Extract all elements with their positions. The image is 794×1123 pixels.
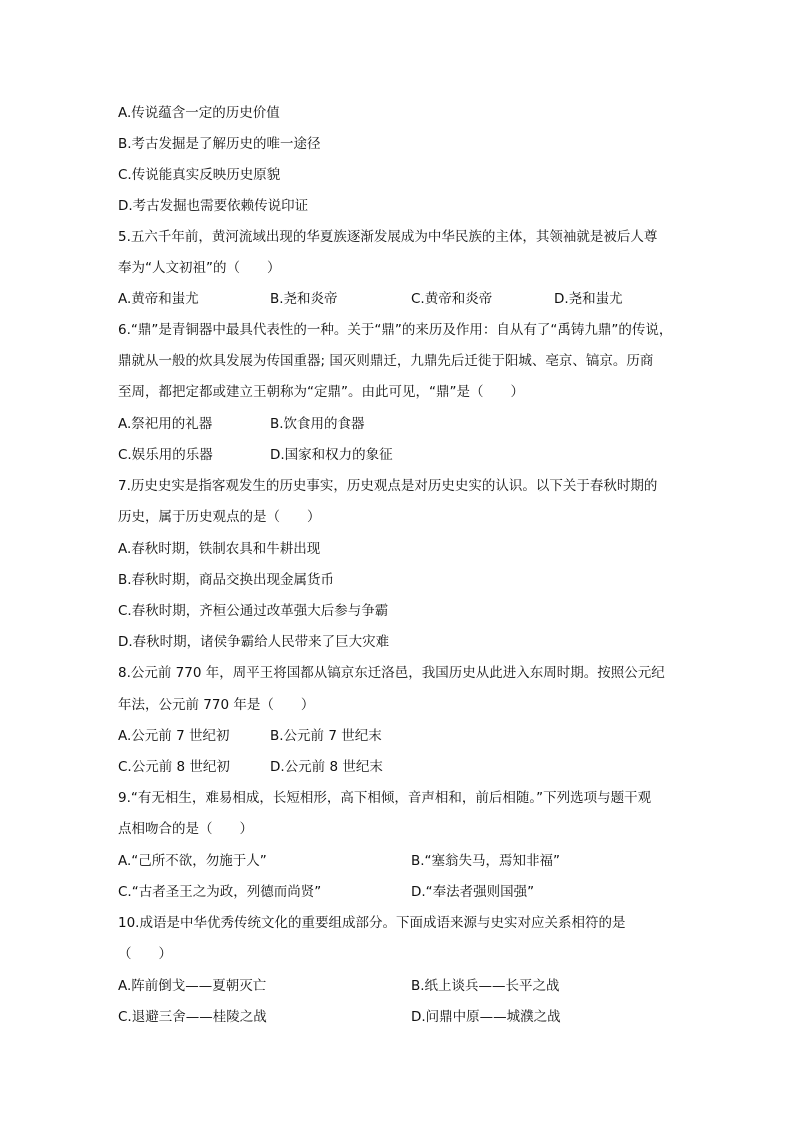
q9-stem-line2: 点相吻合的是（ ）: [118, 821, 253, 837]
q7-stem-line1: 7.历史史实是指客观发生的历史事实，历史观点是对历史史实的认识。以下关于春秋时期的: [118, 478, 658, 494]
q7-option-d: D.春秋时期，诸侯争霸给人民带来了巨大灾难: [118, 634, 390, 650]
q4-option-b: B.考古发掘是了解历史的唯一途径: [118, 136, 321, 152]
q6-option-a: A.祭祀用的礼器: [118, 416, 213, 432]
q10-option-b: B.纸上谈兵——长平之战: [411, 978, 560, 994]
q5-option-c: C.黄帝和炎帝: [411, 291, 493, 307]
q6-stem-line1: 6.“鼎”是青铜器中最具代表性的一种。关于“鼎”的来历及作用：自从有了“禹铸九鼎”的传说，: [118, 322, 673, 338]
q10-option-d: D.问鼎中原——城濮之战: [411, 1009, 561, 1025]
q5-option-b: B.尧和炎帝: [270, 291, 338, 307]
q8-option-d: D.公元前 8 世纪末: [270, 759, 383, 775]
q10-option-a: A.阵前倒戈——夏朝灭亡: [118, 978, 267, 994]
q4-option-a: A.传说蕴含一定的历史价值: [118, 105, 280, 121]
q9-option-d: D.“奉法者强则国强”: [411, 884, 535, 900]
q7-stem-line2: 历史，属于历史观点的是（ ）: [118, 509, 321, 525]
q6-stem-line2: 鼎就从一般的炊具发展为传国重器; 国灭则鼎迁，九鼎先后迁徙于阳城、亳京、镐京。历商: [118, 353, 654, 369]
q9-option-b: B.“塞翁失马，焉知非福”: [411, 853, 561, 869]
q8-option-a: A.公元前 7 世纪初: [118, 728, 230, 744]
q10-option-c: C.退避三舍——桂陵之战: [118, 1009, 267, 1025]
q7-option-b: B.春秋时期，商品交换出现金属货币: [118, 572, 335, 588]
q5-option-d: D.尧和蚩尤: [554, 291, 623, 307]
q8-option-b: B.公元前 7 世纪末: [270, 728, 382, 744]
q6-option-c: C.娱乐用的乐器: [118, 447, 213, 463]
q4-option-c: C.传说能真实反映历史原貌: [118, 167, 281, 183]
q5-stem-line2: 奉为“人文初祖”的（ ）: [118, 260, 281, 276]
q9-stem-line1: 9.“有无相生，难易相成，长短相形，高下相倾，音声相和，前后相随。”下列选项与题干观: [118, 790, 652, 806]
q5-option-a: A.黄帝和蚩尤: [118, 291, 199, 307]
q8-stem-line2: 年法，公元前 770 年是（ ）: [118, 697, 315, 713]
q10-stem-line1: 10.成语是中华优秀传统文化的重要组成部分。下面成语来源与史实对应关系相符的是: [118, 915, 626, 931]
q8-option-c: C.公元前 8 世纪初: [118, 759, 230, 775]
q5-stem-line1: 5.五六千年前，黄河流域出现的华夏族逐渐发展成为中华民族的主体，其领袖就是被后人尊: [118, 229, 658, 245]
q7-option-a: A.春秋时期，铁制农具和牛耕出现: [118, 541, 321, 557]
q4-option-d: D.考古发掘也需要依赖传说印证: [118, 198, 309, 214]
q6-option-b: B.饮食用的食器: [270, 416, 365, 432]
q6-option-d: D.国家和权力的象征: [270, 447, 393, 463]
q7-option-c: C.春秋时期，齐桓公通过改革强大后参与争霸: [118, 603, 389, 619]
q8-stem-line1: 8.公元前 770 年，周平王将国都从镐京东迁洛邑，我国历史从此进入东周时期。按照公元纪: [118, 665, 665, 681]
q10-stem-line2: （ ）: [118, 946, 172, 962]
q6-stem-line3: 至周，都把定都或建立王朝称为“定鼎”。由此可见，“鼎”是（ ）: [118, 384, 524, 400]
q9-option-c: C.“古者圣王之为政，列德而尚贤”: [118, 884, 322, 900]
q9-option-a: A.“己所不欲，勿施于人”: [118, 853, 267, 869]
